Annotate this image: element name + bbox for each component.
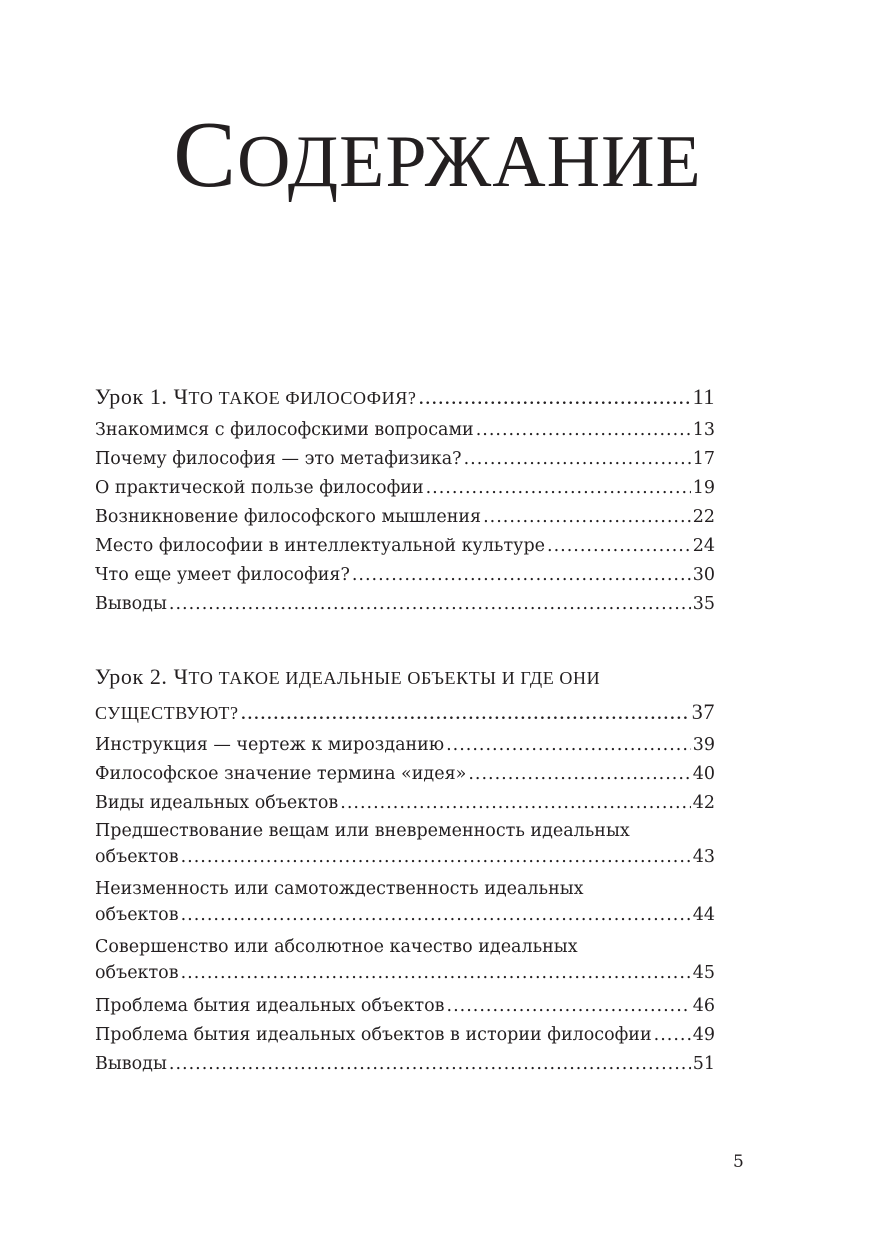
page-ref: 40 bbox=[692, 764, 715, 784]
page-ref: 43 bbox=[692, 847, 715, 867]
toc-item[interactable] bbox=[95, 503, 715, 532]
page-ref: 24 bbox=[692, 536, 715, 556]
page-ref: 11 bbox=[692, 384, 715, 409]
dot-leader bbox=[169, 590, 691, 619]
toc-lesson-2-title-line1[interactable]: Урок 2. ЧТО ТАКОЕ ИДЕАЛЬНЫЕ ОБЪЕКТЫ И ГДЕ ОНИ bbox=[95, 664, 601, 689]
toc-item-label: Почему философия — это метафизика? bbox=[95, 449, 462, 469]
toc-item[interactable] bbox=[95, 1050, 715, 1079]
dot-leader bbox=[241, 693, 690, 731]
toc-item[interactable] bbox=[95, 474, 715, 503]
dot-leader bbox=[426, 474, 691, 503]
dot-leader bbox=[468, 760, 690, 789]
dot-leader bbox=[464, 445, 691, 474]
toc-item[interactable] bbox=[95, 789, 715, 818]
lesson-title: СУЩЕСТВУЮТ? bbox=[95, 703, 239, 723]
toc-item-label-line1[interactable]: Предшествование вещам или вневременность идеальных bbox=[95, 821, 630, 841]
page-ref: 51 bbox=[692, 1054, 715, 1074]
page-ref: 30 bbox=[692, 565, 715, 585]
toc-item[interactable] bbox=[95, 760, 715, 789]
dot-leader bbox=[181, 844, 691, 870]
toc-lesson-1[interactable] bbox=[95, 378, 715, 416]
dot-leader bbox=[447, 992, 691, 1021]
page-ref: 44 bbox=[692, 905, 715, 925]
page-ref: 13 bbox=[692, 420, 715, 440]
dot-leader bbox=[476, 416, 691, 445]
page-ref: 35 bbox=[692, 594, 715, 614]
toc-item[interactable] bbox=[95, 1021, 715, 1050]
toc-item[interactable] bbox=[95, 445, 715, 474]
lesson-title: Урок 1. ЧТО ТАКОЕ ФИЛОСОФИЯ? bbox=[95, 384, 417, 409]
toc-item[interactable] bbox=[95, 960, 715, 992]
page-ref: 39 bbox=[692, 735, 715, 755]
toc-item[interactable] bbox=[95, 416, 715, 445]
toc-item-label: Место философии в интеллектуальной культуре bbox=[95, 536, 546, 556]
toc-item[interactable] bbox=[95, 590, 715, 619]
page-ref: 45 bbox=[692, 963, 715, 983]
dot-leader bbox=[418, 378, 690, 416]
page-title-rest: ОДЕРЖАНИЕ bbox=[236, 121, 702, 203]
toc-item-label: Возникновение философского мышления bbox=[95, 507, 482, 527]
toc-item-label: Философское значение термина «идея» bbox=[95, 764, 467, 784]
toc-item-label: О практической пользе философии bbox=[95, 478, 424, 498]
page-ref: 46 bbox=[692, 996, 715, 1016]
toc-item[interactable] bbox=[95, 532, 715, 561]
toc-item[interactable] bbox=[95, 561, 715, 590]
toc-item-label: объектов bbox=[95, 905, 179, 925]
page-ref: 19 bbox=[692, 478, 715, 498]
page-title bbox=[0, 100, 875, 217]
dot-leader bbox=[181, 960, 691, 986]
dot-leader bbox=[446, 731, 691, 760]
toc-item-label: объектов bbox=[95, 847, 179, 867]
page-ref: 22 bbox=[692, 507, 715, 527]
toc-item[interactable] bbox=[95, 731, 715, 760]
toc-item-label: Проблема бытия идеальных объектов в истории философии bbox=[95, 1025, 652, 1045]
page-ref: 37 bbox=[691, 699, 715, 724]
page-title-initial: С bbox=[173, 103, 237, 207]
toc-item-label: Выводы bbox=[95, 594, 167, 614]
page-ref: 17 bbox=[692, 449, 715, 469]
toc-item-label: объектов bbox=[95, 963, 179, 983]
toc-item[interactable] bbox=[95, 992, 715, 1021]
dot-leader bbox=[654, 1021, 691, 1050]
toc-item[interactable] bbox=[95, 902, 715, 934]
toc-item-label: Виды идеальных объектов bbox=[95, 793, 339, 813]
toc-item-label: Знакомимся с философскими вопросами bbox=[95, 420, 474, 440]
dot-leader bbox=[352, 561, 691, 590]
dot-leader bbox=[181, 902, 691, 928]
table-of-contents bbox=[95, 378, 715, 1079]
toc-item-label-line1[interactable]: Совершенство или абсолютное качество идеальных bbox=[95, 937, 578, 957]
dot-leader bbox=[169, 1050, 691, 1079]
toc-item[interactable] bbox=[95, 844, 715, 876]
dot-leader bbox=[547, 532, 691, 561]
section-spacer bbox=[95, 619, 715, 660]
page-ref: 49 bbox=[692, 1025, 715, 1045]
dot-leader bbox=[340, 789, 690, 818]
toc-item-label-line1[interactable]: Неизменность или самотождественность идеальных bbox=[95, 879, 584, 899]
page-number: 5 bbox=[733, 1152, 744, 1172]
toc-item-label: Проблема бытия идеальных объектов bbox=[95, 996, 445, 1016]
toc-item-label: Что еще умеет философия? bbox=[95, 565, 350, 585]
dot-leader bbox=[483, 503, 691, 532]
toc-lesson-2[interactable] bbox=[95, 693, 715, 731]
page-ref: 42 bbox=[692, 793, 715, 813]
toc-item-label: Выводы bbox=[95, 1054, 167, 1074]
toc-item-label: Инструкция — чертеж к мирозданию bbox=[95, 735, 445, 755]
